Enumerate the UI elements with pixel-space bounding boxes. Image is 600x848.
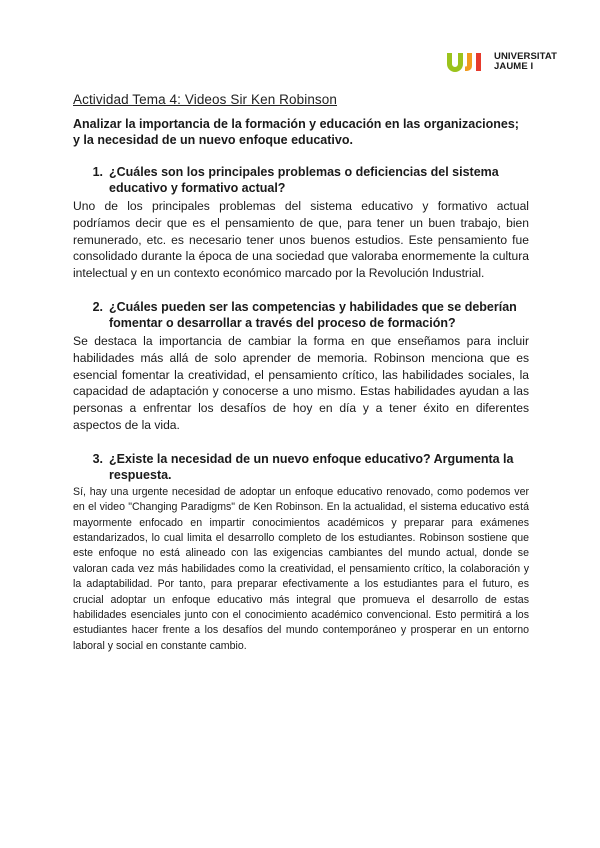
document-body	[73, 92, 529, 654]
question-3	[73, 451, 529, 483]
document-title: Actividad Tema 4: Videos Sir Ken Robinson	[73, 92, 338, 107]
university-name	[494, 52, 557, 72]
question-1	[73, 164, 529, 196]
question-text: ¿Existe la necesidad de un nuevo enfoque educativo? Argumenta la respuesta.	[109, 451, 514, 482]
university-logo	[446, 50, 560, 74]
answer-2: Se destaca la importancia de cambiar la forma en que enseñamos para incluir habilidades más allá de solo aprender de memoria. Robinson menciona que es esencial fomentar la creatividad, el pensamiento crítico, las habilidades sociales, la capacidad de adaptación y conocerse a uno mismo. Estas habilidades ayudan a las personas a enfrentar los desafíos de hoy en día y a tener éxito en diferentes aspectos de la vida.	[73, 333, 529, 432]
question-text: ¿Cuáles son los principales problemas o deficiencias del sistema educativo y formativo actual?	[109, 165, 499, 195]
question-number: 3.	[92, 451, 103, 466]
answer-3: Sí, hay una urgente necesidad de adoptar un enfoque educativo renovado, como podemos ver en el video "Changing Paradigms" de Ken Robinson. En la actualidad, el sistema educativo está mayormente enfocado en impartir conocimientos académicos y preparar para exámenes estandarizados, lo cual limita el desarrollo completo de los estudiantes. Robinson sostiene que este enfoque no está alineado con las exigencias cambiantes del mundo actual, donde se valoran cada vez más habilidades como la creatividad, el pensamiento crítico, la colaboración y la adaptabilidad. Por tanto, para preparar efectivamente a los estudiantes para el futuro, es crucial adoptar un enfoque educativo más integral que promueva el desarrollo de estas habilidades esenciales junto con el conocimiento académico convencional. Esto permitirá a los estudiantes hacer frente a los desafíos del mundo contemporáneo y prosperar en un entorno laboral y social en constante cambio.	[73, 485, 529, 652]
uji-logo-icon	[446, 51, 490, 73]
question-number: 1.	[92, 165, 103, 179]
question-number: 2.	[92, 299, 103, 314]
logo-line-2: JAUME I	[494, 61, 534, 72]
logo-line-1: UNIVERSITAT	[494, 51, 558, 62]
answer-1: Uno de los principales problemas del sistema educativo y formativo actual podríamos decir que es el pensamiento de que, para tener un buen trabajo, bien remunerado, etc. es necesario tener unos buenos estudios. Este pensamiento fue consolidado durante la época de una sociedad que valoraba enormemente la cultura intelectual y en un contexto económico marcado por la Revolución Industrial.	[73, 199, 529, 281]
question-text: ¿Cuáles pueden ser las competencias y habilidades que se deberían fomentar o desarrollar a través del proceso de formación?	[109, 299, 517, 330]
question-2	[73, 299, 529, 331]
intro-statement: Analizar la importancia de la formación y educación en las organizaciones; y la necesidad de un nuevo enfoque educativo.	[73, 117, 519, 147]
